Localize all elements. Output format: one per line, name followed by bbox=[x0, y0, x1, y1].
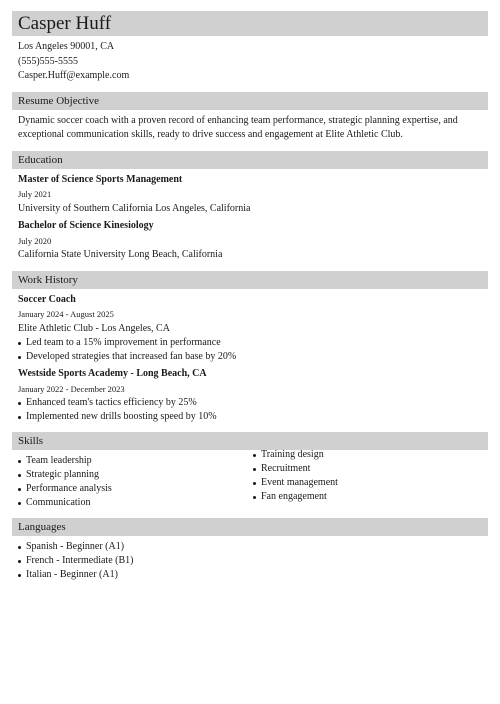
language-item: French - Intermediate (B1) bbox=[18, 554, 488, 568]
contact-phone: (555)555-5555 bbox=[18, 55, 78, 67]
section-heading-work bbox=[12, 271, 488, 289]
section-heading-education bbox=[12, 151, 488, 169]
contact-email: Casper.Huff@example.com bbox=[18, 70, 130, 81]
school-name: California State University Long Beach, California bbox=[18, 249, 223, 260]
skills-grid bbox=[18, 449, 488, 510]
section-heading-label: Skills bbox=[18, 435, 44, 447]
objective-text: Dynamic soccer coach with a proven record of enhancing team performance, strategic planning expertise, and exceptional communication skills, ready to drive success and engagement at Elite Athletic Club. bbox=[18, 114, 458, 140]
job-bullet: Developed strategies that increased fan base by 20% bbox=[18, 350, 488, 364]
section-heading-label: Work History bbox=[18, 273, 78, 286]
section-heading-languages bbox=[12, 518, 488, 536]
degree-title: Master of Science Sports Management bbox=[18, 173, 183, 185]
skill-item: Fan engagement bbox=[253, 490, 488, 504]
candidate-name: Casper Huff bbox=[18, 13, 112, 34]
job-bullets bbox=[18, 336, 488, 364]
education-entry bbox=[18, 219, 488, 263]
skills-section bbox=[12, 449, 488, 510]
language-item: Spanish - Beginner (A1) bbox=[18, 540, 488, 554]
section-heading-label: Education bbox=[18, 153, 63, 166]
contact-block bbox=[12, 40, 488, 84]
education-date: July 2020 bbox=[18, 235, 52, 246]
job-dates: January 2024 - August 2025 bbox=[18, 309, 114, 319]
work-section bbox=[12, 293, 488, 425]
skill-item: Event management bbox=[253, 476, 488, 490]
work-entry bbox=[18, 293, 488, 365]
job-bullet: Led team to a 15% improvement in performance bbox=[18, 336, 488, 350]
language-item: Italian - Beginner (A1) bbox=[18, 568, 488, 582]
degree-title: Bachelor of Science Kinesiology bbox=[18, 220, 154, 231]
contact-address: Los Angeles 90001, CA bbox=[18, 41, 115, 52]
section-heading-label: Languages bbox=[18, 521, 66, 533]
skill-item: Performance analysis bbox=[18, 482, 253, 496]
school-name: University of Southern California Los Angeles, California bbox=[18, 202, 251, 214]
skill-item: Strategic planning bbox=[18, 468, 253, 482]
job-bullets bbox=[18, 396, 488, 424]
job-title: Soccer Coach bbox=[18, 293, 76, 305]
work-entry bbox=[18, 367, 488, 424]
education-entry bbox=[18, 173, 488, 217]
job-company: Elite Athletic Club - Los Angeles, CA bbox=[18, 322, 170, 334]
education-date: July 2021 bbox=[18, 189, 52, 199]
job-bullet: Implemented new drills boosting speed by 10% bbox=[18, 410, 488, 424]
section-heading-objective bbox=[12, 92, 488, 110]
skill-item: Communication bbox=[18, 496, 253, 510]
languages-section bbox=[12, 540, 488, 582]
education-section bbox=[12, 173, 488, 263]
job-dates: January 2022 - December 2023 bbox=[18, 383, 125, 394]
language-list bbox=[18, 540, 488, 582]
objective-section bbox=[12, 114, 488, 143]
name-header bbox=[12, 11, 488, 36]
skills-column-left bbox=[18, 454, 253, 510]
job-bullet: Enhanced team's tactics efficiency by 25% bbox=[18, 396, 488, 410]
skill-item: Recruitment bbox=[253, 462, 488, 476]
skill-item: Training design bbox=[253, 448, 488, 462]
section-heading-label: Resume Objective bbox=[18, 94, 99, 107]
skills-column-right bbox=[253, 448, 488, 510]
skill-item: Team leadership bbox=[18, 454, 253, 468]
job-title: Westside Sports Academy - Long Beach, CA bbox=[18, 368, 207, 379]
